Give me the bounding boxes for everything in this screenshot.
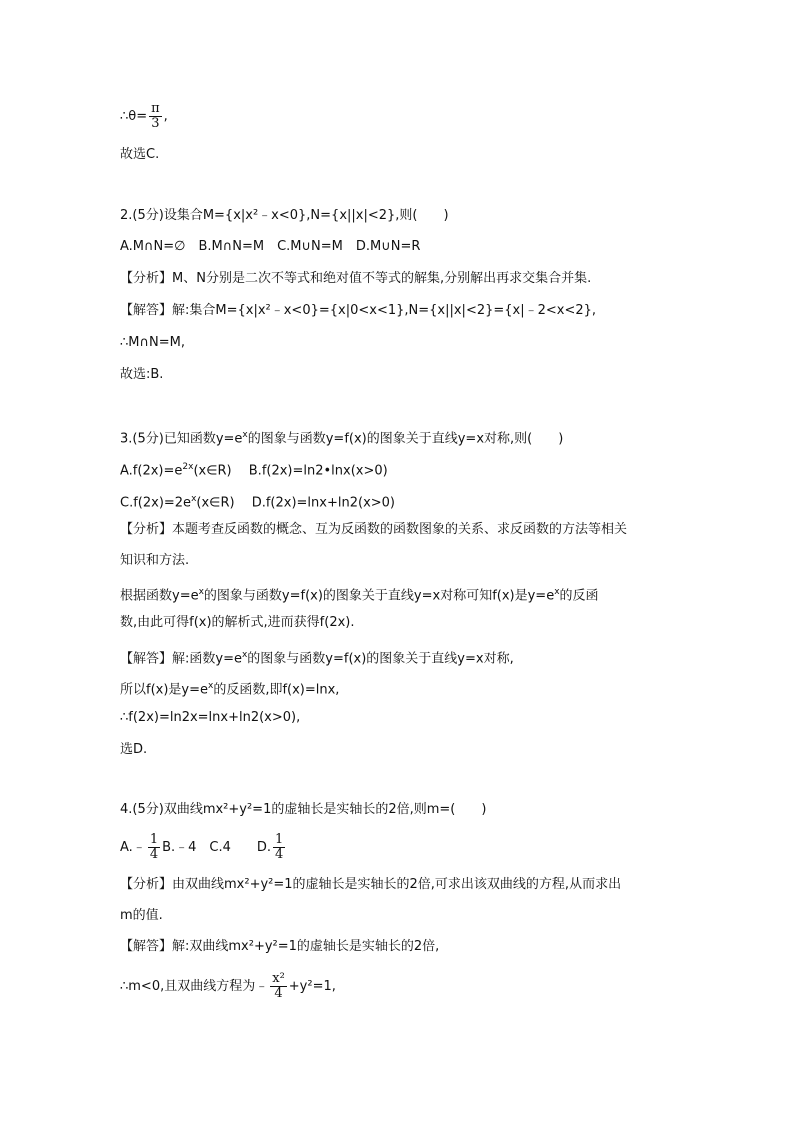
q4-answer-2: ∴m<0,且双曲线方程为﹣ $\frac{\text{x²}}{4}$ +y²=1, <box>120 971 336 1001</box>
q4-stem: 4.(5分)双曲线mx²+y²=1的虚轴长是实轴长的2倍,则m=( ) <box>120 802 487 817</box>
q3-answer-2: 所以f(x)是$y=e^x$的反函数,即f(x)=lnx, <box>120 681 340 698</box>
q3-stem: 3.(5分)已知函数$y=e^x$的图象与函数y=f(x)的图象关于直线y=x对称,则( ) <box>120 430 564 447</box>
q2-options: A.M∩N=∅ B.M∩N=M C.M∪N=M D.M∪N=R <box>120 239 421 254</box>
q3-answer-3: ∴f(2x)=ln2x=lnx+ln2(x>0), <box>120 710 301 725</box>
q4-analysis-2: m的值. <box>120 908 163 923</box>
q3-answer-1: 【解答】解:函数$y=e^x$的图象与函数y=f(x)的图象关于直线y=x对称, <box>120 650 514 667</box>
q3-analysis-4: 数,由此可得f(x)的解析式,进而获得f(2x). <box>120 615 355 630</box>
q3-analysis-2: 知识和方法. <box>120 553 190 568</box>
q2-choose: 故选:B. <box>120 367 164 382</box>
q2-answer: 【解答】解:集合M={x|x²﹣x<0}={x|0<x<1},N={x||x|<2}={x|﹣2<x<2}, <box>120 303 597 318</box>
q3-options-cd: $C.f(2x)=2e^x(x\in R)$ D.f(2x)=lnx+ln2(x>0) <box>120 494 395 511</box>
q2-analysis: 【分析】M、N分别是二次不等式和绝对值不等式的解集,分别解出再求交集合并集. <box>120 271 592 286</box>
fraction <box>149 102 162 131</box>
q2-stem: 2.(5分)设集合M={x|x²﹣x<0},N={x||x|<2},则( ) <box>120 208 449 223</box>
q4-answer-1: 【解答】解:双曲线mx²+y²=1的虚轴长是实轴长的2倍, <box>120 939 440 954</box>
q3-choose: 选D. <box>120 742 148 757</box>
q3-options-ab: $A.f(2x)=e^{2x}(x\in R)$ B.f(2x)=ln2•lnx(x>0) <box>120 462 388 479</box>
text: ∴θ= <box>120 109 148 124</box>
q4-options: A.﹣ $\frac{1}{4}$ B.﹣4 C.4 D. $\frac{1}{4}$ <box>120 832 284 862</box>
text: , <box>163 109 168 124</box>
q2-therefore: ∴M∩N=M, <box>120 335 185 350</box>
line-theta <box>120 102 168 131</box>
q4-analysis-1: 【分析】由双曲线mx²+y²=1的虚轴长是实轴长的2倍,可求出该双曲线的方程,从而求出 <box>120 877 622 892</box>
q3-analysis-3: 根据函数$y=e^x$的图象与函数y=f(x)的图象关于直线y=x对称可知f(x)是$y=e^x$的反函 <box>120 587 599 604</box>
line-choose-c: 故选C. <box>120 147 160 162</box>
denominator: 3 <box>151 116 160 131</box>
numerator: π <box>151 101 160 116</box>
q3-analysis-1: 【分析】本题考查反函数的概念、互为反函数的函数图象的关系、求反函数的方法等相关 <box>120 522 628 537</box>
